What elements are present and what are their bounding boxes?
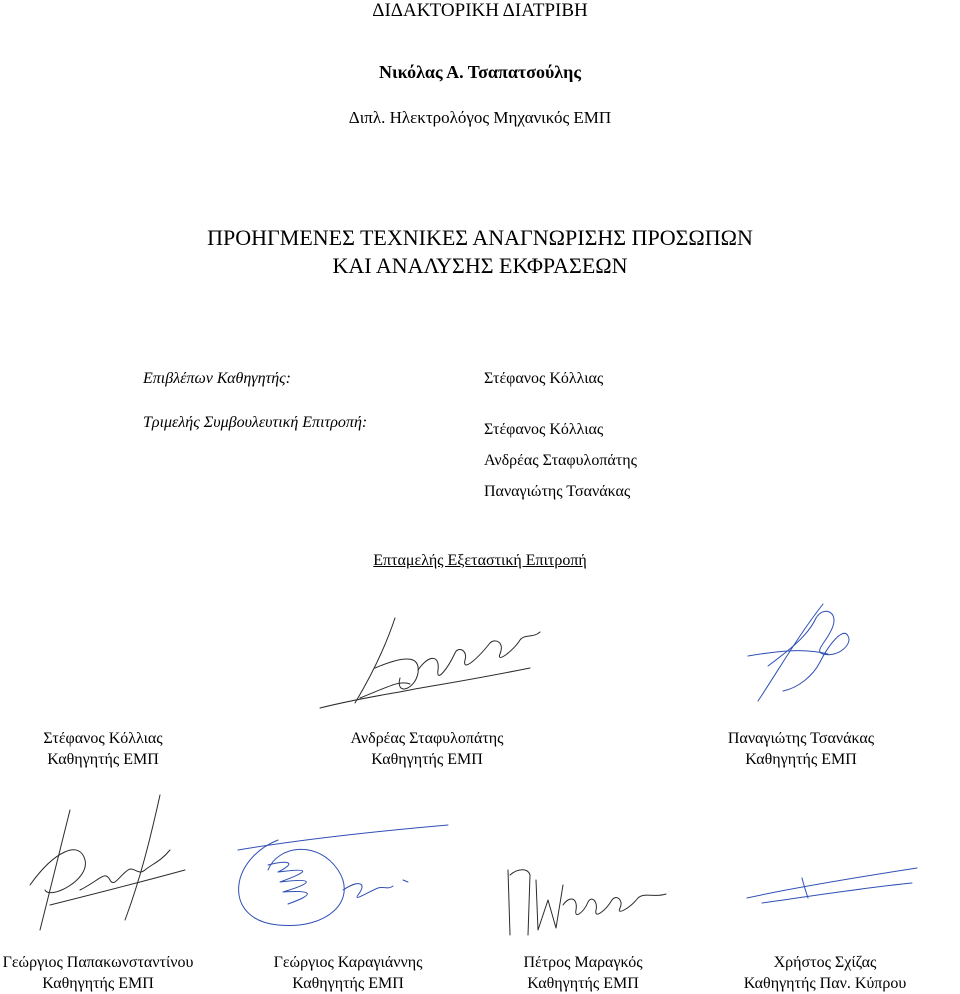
signature-schizas-image	[742, 858, 922, 918]
examiner-title: Καθηγητής Παν. Κύπρου	[743, 975, 907, 992]
examiner-name: Πέτρος Μαραγκός	[523, 954, 643, 971]
examiner-card	[453, 952, 713, 994]
examiner-card	[218, 952, 478, 994]
signature-karagiannis-image	[218, 820, 458, 945]
advisory-member: Στέφανος Κόλλιας	[484, 421, 604, 438]
examiner-name: Στέφανος Κόλλιας	[43, 730, 163, 747]
supervisor-name: Στέφανος Κόλλιας	[484, 370, 604, 387]
signature-tsanakas-image	[728, 596, 878, 711]
examiner-card	[671, 728, 931, 770]
examiner-title: Καθηγητής ΕΜΠ	[745, 751, 857, 768]
supervisor-label: Επιβλέπων Καθηγητής:	[143, 370, 291, 387]
thesis-title-line-1: ΠΡΟΗΓΜΕΝΕΣ ΤΕΧΝΙΚΕΣ ΑΝΑΓΝΩΡΙΣΗΣ ΠΡΟΣΩΠΩΝ	[207, 225, 753, 250]
author-degree: Διπλ. Ηλεκτρολόγος Μηχανικός ΕΜΠ	[348, 108, 612, 127]
examiner-title: Καθηγητής ΕΜΠ	[292, 975, 404, 992]
examiner-name: Γεώργιος Παπακωνσταντίνου	[2, 954, 194, 971]
examination-committee-heading: Επταμελής Εξεταστική Επιτροπή	[373, 552, 587, 569]
advisory-member: Ανδρέας Σταφυλοπάτης	[484, 452, 637, 469]
examiner-title: Καθηγητής ΕΜΠ	[47, 751, 159, 768]
signature-papakonstantinou-image	[10, 790, 195, 940]
examiner-title: Καθηγητής ΕΜΠ	[42, 975, 154, 992]
signature-maragos-image	[498, 850, 673, 940]
advisory-member: Παναγιώτης Τσανάκας	[484, 483, 631, 500]
advisory-committee-list	[484, 414, 637, 507]
author-name: Νικόλας Α. Τσαπατσούλης	[379, 62, 581, 82]
document-type: ΔΙΔΑΚΤΟΡΙΚΗ ΔΙΑΤΡΙΒΗ	[372, 0, 588, 21]
signature-stafylopatis-image	[300, 598, 560, 728]
examiner-name: Χρήστος Σχίζας	[773, 954, 877, 971]
examiner-name: Γεώργιος Καραγιάννης	[273, 954, 423, 971]
thesis-title-line-2: ΚΑΙ ΑΝΑΛΥΣΗΣ ΕΚΦΡΑΣΕΩΝ	[332, 253, 628, 278]
examiner-title: Καθηγητής ΕΜΠ	[371, 751, 483, 768]
examiner-card	[0, 952, 228, 994]
examiner-card	[0, 728, 233, 770]
examiner-title: Καθηγητής ΕΜΠ	[527, 975, 639, 992]
examiner-card	[695, 952, 955, 994]
examiner-name: Παναγιώτης Τσανάκας	[727, 730, 875, 747]
examiner-name: Ανδρέας Σταφυλοπάτης	[350, 730, 504, 747]
thesis-title	[0, 224, 960, 280]
examiner-card	[297, 728, 557, 770]
advisory-committee-label: Τριμελής Συμβουλευτική Επιτροπή:	[143, 414, 368, 431]
